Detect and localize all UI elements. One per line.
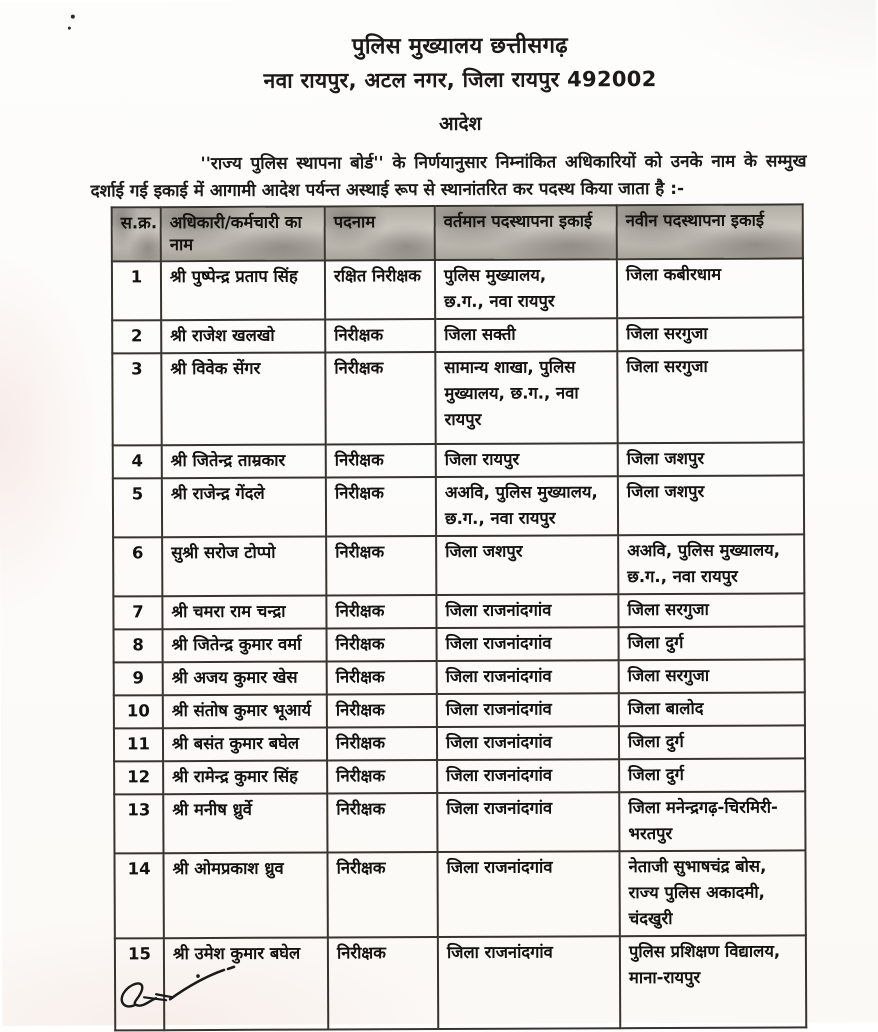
table-row	[112, 350, 803, 445]
cell-designation: निरीक्षक	[327, 727, 437, 760]
handwritten-signature	[112, 959, 262, 1022]
cell-current-unit: जिला राजनांदगांव	[437, 759, 619, 793]
cell-designation: निरीक्षक	[327, 852, 437, 937]
cell-new-unit: जिला सरगुजा	[617, 317, 803, 351]
table-row	[114, 659, 805, 695]
cell-new-unit: जिला मनेन्द्रगढ़-चिरमिरी- भरतपुर	[619, 791, 805, 851]
table-row	[114, 758, 805, 794]
cell-current-unit: जिला रायपुर	[436, 443, 618, 477]
cell-new-unit: जिला सरगुजा	[618, 593, 804, 627]
table-row	[114, 692, 805, 728]
cell-sno: 11	[114, 728, 163, 761]
cell-name: सुश्री सरोज टोप्पो	[162, 536, 326, 596]
org-name: पुलिस मुख्यालय छत्तीसगढ़	[351, 33, 568, 60]
cell-current-unit: सामान्य शाखा, पुलिस मुख्यालय, छ.ग., नवा रायपुर	[435, 351, 617, 444]
cell-new-unit: अअवि, पुलिस मुख्यालय, छ.ग., नवा रायपुर	[618, 534, 804, 594]
cell-designation: निरीक्षक	[325, 352, 435, 444]
cell-new-unit: जिला सरगुजा	[619, 659, 805, 693]
cell-sno: 5	[113, 478, 162, 537]
cell-designation: निरीक्षक	[325, 319, 435, 352]
cell-new-unit: पुलिस प्रशिक्षण विद्यालय, माना-रायपुर	[620, 935, 806, 1028]
cell-current-unit: जिला राजनांदगांव	[436, 594, 618, 628]
cell-name: श्री उमेश कुमार बघेल	[164, 937, 328, 1030]
cell-new-unit: जिला जशपुर	[618, 475, 804, 535]
cell-current-unit: जिला राजनांदगांव	[437, 726, 619, 760]
cell-current-unit: जिला सक्ती	[435, 318, 617, 352]
cell-new-unit: जिला जशपुर	[618, 442, 804, 476]
document-header	[0, 0, 876, 138]
cell-new-unit: जिला सरगुजा	[617, 350, 803, 443]
cell-sno: 15	[115, 938, 164, 1030]
col-header-new-unit: नवीन पदस्थापना इकाई	[617, 204, 803, 259]
cell-designation: निरीक्षक	[326, 595, 436, 628]
table-row	[112, 317, 803, 353]
cell-designation: निरीक्षक	[326, 477, 436, 536]
cell-sno: 4	[113, 445, 162, 478]
cell-sno: 14	[114, 853, 163, 938]
cell-new-unit: जिला दुर्ग	[619, 725, 805, 759]
order-title: आदेश	[439, 112, 482, 135]
table-row	[113, 593, 804, 629]
cell-designation: रक्षित निरीक्षक	[325, 260, 435, 319]
cell-designation: निरीक्षक	[326, 444, 436, 477]
cell-designation: निरीक्षक	[327, 760, 437, 793]
cell-designation: निरीक्षक	[327, 793, 437, 852]
cell-current-unit: जिला राजनांदगांव	[437, 627, 619, 661]
cell-new-unit: जिला दुर्ग	[619, 626, 805, 660]
cell-sno: 6	[113, 537, 162, 596]
cell-new-unit: जिला बालोद	[619, 692, 805, 726]
col-header-current-unit: वर्तमान पदस्थापना इकाई	[435, 205, 617, 260]
cell-current-unit: जिला राजनांदगांव	[437, 693, 619, 727]
cell-designation: निरीक्षक	[327, 628, 437, 661]
table-row	[113, 534, 804, 596]
cell-sno: 12	[114, 761, 163, 794]
cell-name: श्री चमरा राम चन्द्रा	[162, 595, 326, 629]
col-header-designation: पदनाम	[325, 206, 435, 260]
table-row	[114, 850, 805, 938]
cell-name: श्री जितेन्द्र ताम्रकार	[162, 444, 326, 478]
cell-sno: 1	[112, 261, 161, 320]
cell-sno: 10	[114, 695, 163, 728]
cell-name: श्री बसंत कुमार बघेल	[163, 727, 327, 761]
table-row	[113, 442, 804, 478]
cell-name: श्री मनीष ध्रुर्वे	[163, 793, 327, 853]
table-row	[114, 791, 805, 853]
cell-name: श्री राजेश खलखो	[161, 319, 325, 353]
table-header-row	[112, 204, 803, 261]
cell-sno: 3	[112, 353, 161, 445]
col-header-name: अधिकारी/कर्मचारी का नाम	[161, 206, 325, 261]
cell-name: श्री पुष्पेन्द्र प्रताप सिंह	[161, 260, 325, 320]
cell-designation: निरीक्षक	[327, 661, 437, 694]
scan-speck	[71, 15, 75, 19]
cell-name: श्री अजय कुमार खेस	[163, 661, 327, 695]
cell-name: श्री राजेन्द्र गेंदले	[162, 477, 326, 537]
order-intro-paragraph: ''राज्य पुलिस स्थापना बोर्ड'' के निर्णयानुसार निम्नांकित अधिकारियों को उनके नाम के सम्मुख दर्शाई गई इकाई में आगामी आदेश पर्यन्त अस्थाई रूप से स्थानांतरित कर पदस्थ किया जाता है :-	[90, 151, 807, 202]
cell-current-unit: जिला राजनांदगांव	[437, 660, 619, 694]
cell-name: श्री विवेक सेंगर	[161, 352, 325, 445]
cell-name: श्री जितेन्द्र कुमार वर्मा	[163, 628, 327, 662]
cell-name: श्री ओमप्रकाश ध्रुव	[163, 852, 327, 938]
table-row	[114, 626, 805, 662]
table-row	[113, 475, 804, 537]
table-row	[114, 725, 805, 761]
org-address: नवा रायपुर, अटल नगर, जिला रायपुर 492002	[263, 67, 657, 93]
cell-designation: निरीक्षक	[326, 536, 436, 595]
cell-current-unit: जिला राजनांदगांव	[438, 936, 620, 1029]
transfer-order-table	[111, 203, 808, 1031]
cell-current-unit: जिला राजनांदगांव	[437, 851, 619, 937]
cell-current-unit: पुलिस मुख्यालय, छ.ग., नवा रायपुर	[435, 259, 617, 319]
cell-designation: निरीक्षक	[328, 937, 438, 1029]
cell-new-unit: जिला कबीरधाम	[617, 258, 803, 318]
cell-new-unit: नेताजी सुभाषचंद्र बोस, राज्य पुलिस अकादमी, चंदखुरी	[619, 850, 805, 936]
cell-designation: निरीक्षक	[327, 694, 437, 727]
table-row	[112, 258, 803, 320]
cell-sno: 7	[113, 596, 162, 629]
scan-speck	[68, 27, 71, 30]
cell-sno: 8	[114, 629, 163, 662]
cell-current-unit: अअवि, पुलिस मुख्यालय, छ.ग., नवा रायपुर	[436, 476, 618, 536]
cell-name: श्री संतोष कुमार भूआर्य	[163, 694, 327, 728]
cell-sno: 13	[114, 794, 163, 853]
cell-new-unit: जिला दुर्ग	[619, 758, 805, 792]
cell-current-unit: जिला जशपुर	[436, 535, 618, 595]
cell-name: श्री रामेन्द्र कुमार सिंह	[163, 760, 327, 794]
cell-current-unit: जिला राजनांदगांव	[437, 792, 619, 852]
cell-sno: 9	[114, 662, 163, 695]
cell-sno: 2	[112, 320, 161, 353]
col-header-serial: स.क्र.	[112, 207, 161, 261]
